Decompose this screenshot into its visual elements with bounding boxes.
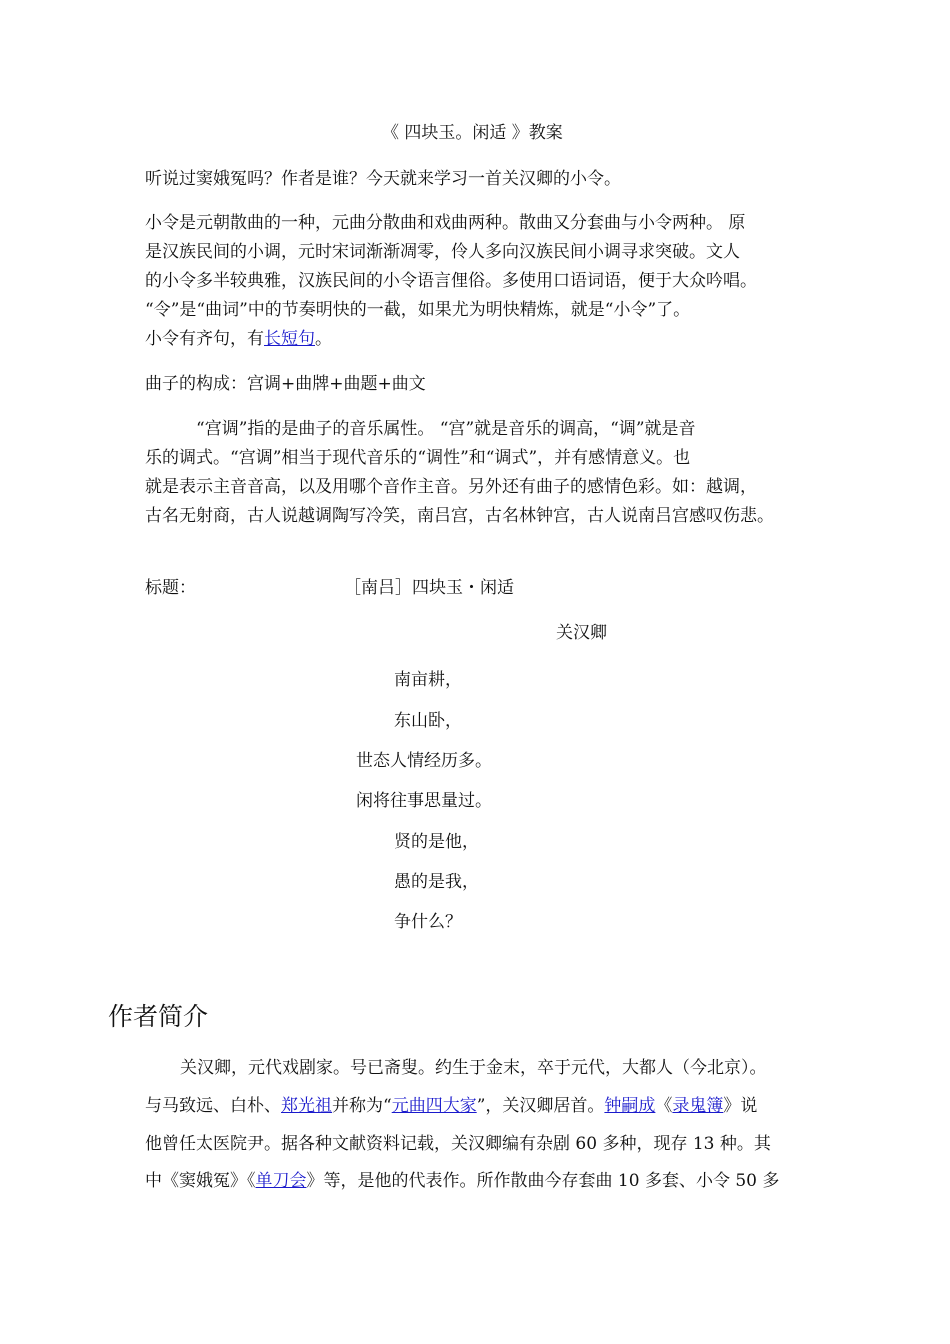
paragraph-line: 的小令多半较典雅，汉族民间的小令语言俚俗。多使用口语词语，便于大众吟唱。 — [145, 271, 757, 291]
paragraph-line — [145, 1170, 779, 1192]
paragraph-line: 小令是元朝散曲的一种，元曲分散曲和戏曲两种。散曲又分套曲与小令两种。 原 — [145, 213, 746, 233]
paragraph-line: “令”是“曲词”中的节奏明快的一截，如果尤为明快精炼，就是“小令”了。 — [145, 300, 691, 320]
line-text: 《 — [655, 1096, 673, 1116]
luguibu-link[interactable]: 录鬼簿 — [672, 1096, 724, 1116]
poem-line: 南亩耕， — [394, 670, 462, 690]
paragraph-line: 是汉族民间的小调，元时宋词渐渐凋零，伶人多向汉族民间小调寻求突破。文人 — [145, 242, 740, 262]
zhengguangzu-link[interactable]: 郑光祖 — [281, 1096, 332, 1116]
paragraph-line: 就是表示主音音高，以及用哪个音作主音。另外还有曲子的感情色彩。如：越调， — [145, 477, 757, 497]
line-text: ”，关汉卿居首。 — [476, 1096, 605, 1116]
line-text: 并称为“ — [332, 1096, 392, 1116]
line-text: 。 — [315, 329, 332, 349]
poem-line: 世态人情经历多。 — [356, 751, 492, 771]
poem-line: 争什么？ — [394, 912, 462, 932]
poem-line: 东山卧， — [394, 711, 462, 731]
zhongsicheng-link[interactable]: 钟嗣成 — [604, 1096, 656, 1116]
dandaohui-link[interactable]: 单刀会 — [255, 1171, 307, 1191]
paragraph-line: “宫调”指的是曲子的音乐属性。 “宫”就是音乐的调高，“调”就是音 — [196, 419, 696, 439]
poem-author: 关汉卿 — [556, 623, 607, 643]
paragraph-line — [145, 328, 332, 350]
line-text: 中《窦娥冤》《 — [145, 1171, 256, 1191]
section-heading: 作者简介 — [108, 1002, 209, 1031]
poem-line: 贤的是他， — [394, 832, 479, 852]
structure-line: 曲子的构成：宫调+曲牌+曲题+曲文 — [145, 374, 426, 394]
line-text: 》说 — [723, 1096, 758, 1116]
intro-paragraph: 听说过窦娥冤吗？作者是谁？今天就来学习一首关汉卿的小令。 — [145, 169, 621, 189]
paragraph-line — [145, 1095, 757, 1117]
changduanju-link[interactable]: 长短句 — [264, 329, 315, 349]
line-text: 与马致远、白朴、 — [145, 1096, 281, 1116]
paragraph-line: 关汉卿，元代戏剧家。号已斋叟。约生于金末，卒于元代，大都人（今北京）。 — [180, 1058, 767, 1078]
paragraph-line: 他曾任太医院尹。据各种文献资料记载，关汉卿编有杂剧 60 多种，现存 13 种。其 — [145, 1134, 771, 1154]
poem-title-label: 标题： — [145, 578, 196, 598]
poem-line: 愚的是我， — [394, 872, 479, 892]
paragraph-line: 乐的调式。“宫调”相当于现代音乐的“调性”和“调式”，并有感情意义。也 — [145, 448, 691, 468]
paragraph-line: 古名无射商，古人说越调陶写冷笑，南吕宫，古名林钟宫，古人说南吕宫感叹伤悲。 — [145, 506, 774, 526]
line-text: 》等，是他的代表作。所作散曲今存套曲 10 多套、小令 50 多 — [306, 1171, 780, 1191]
document-title: 《 四块玉。闲适 》教案 — [382, 123, 563, 143]
line-text: 小令有齐句，有 — [145, 329, 264, 349]
poem-title: ［南吕］四块玉・闲适 — [344, 578, 514, 598]
yuanqu-sidajia-link[interactable]: 元曲四大家 — [391, 1096, 477, 1116]
poem-line: 闲将往事思量过。 — [356, 791, 492, 811]
